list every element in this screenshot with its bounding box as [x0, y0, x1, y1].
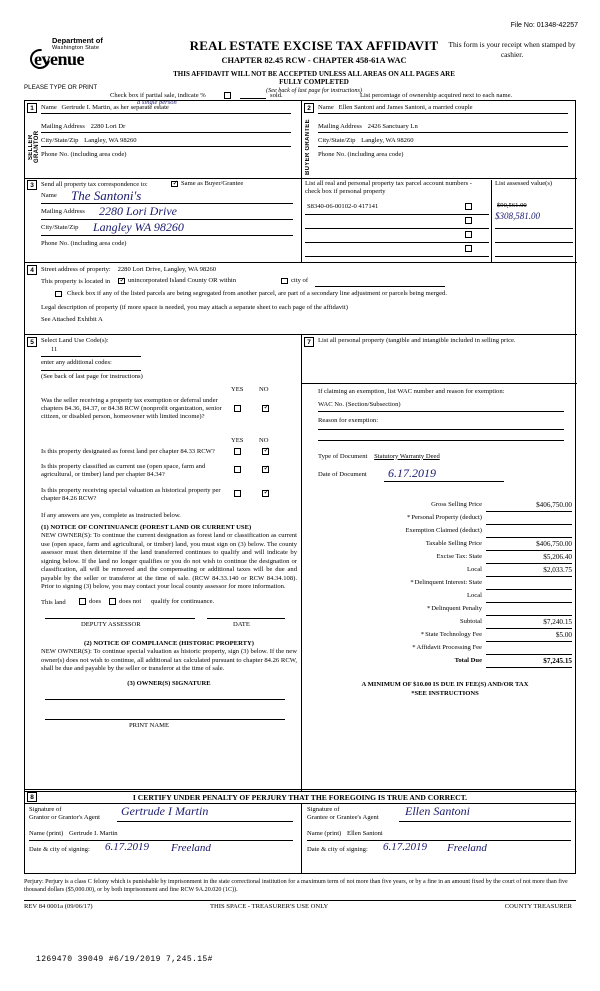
doc-type-row — [318, 452, 572, 470]
assessed-value-heading: List assessed value(s) — [495, 180, 553, 187]
perjury-note: Perjury: Perjury is a class C felony which is punishable by imprisonment in the state correctional institution for a maximum term of not more than five years, or by a fine in an amount fixed by the court of not more than five thousand dollars ($5,000.00), or by both imprisonment and fine RCW 9A.20.020 (1C)). — [24, 879, 568, 894]
deputy-assessor-label: DEPUTY ASSESSOR — [81, 620, 141, 628]
calc-row — [318, 618, 572, 631]
corr-name-label: Name — [41, 192, 57, 199]
section-number-5: 5 — [27, 337, 37, 347]
parcel-personal-checkbox[interactable] — [465, 203, 472, 210]
legal-desc-label: Legal description of property (if more space is needed, you may attach a separate sheet to each page of the affidavit) — [41, 304, 348, 311]
divider-landuse-calc — [301, 334, 302, 791]
notice-2-title: (2) NOTICE OF COMPLIANCE (HISTORIC PROPERTY) — [84, 639, 254, 647]
partial-sale-checkbox[interactable] — [224, 92, 231, 99]
partial-sale-pct-input[interactable] — [240, 92, 266, 99]
wac-label: WAC No. (Section/Subsection) — [318, 400, 401, 408]
section-number-4: 4 — [27, 265, 37, 275]
grantee-name-label: Name (print) — [307, 830, 342, 837]
receipt-stamp: 1269470 39049 #6/19/2019 7,245.15# — [36, 955, 213, 964]
located-row — [41, 277, 575, 290]
calc-row — [318, 566, 572, 579]
located-unincorporated: unincorporated Island County OR within — [128, 277, 237, 284]
seller-block — [41, 99, 297, 164]
yes-header-2: YES — [231, 437, 244, 444]
corr-citystate-value: Langley WA 98260 — [93, 220, 184, 234]
grantor-city-value: Freeland — [171, 842, 211, 854]
this-land-prefix: This land — [41, 598, 66, 606]
buyer-citystate-row — [318, 136, 574, 150]
calc-label: *State Technology Fee — [420, 631, 482, 638]
tax-calculation-block — [318, 501, 572, 670]
seller-citystate-value: Langley, WA 98260 — [84, 137, 137, 144]
question-3-text: Is this property classified as current use (open space, farm and agricultural, or timber) land per chapter 84.34? — [41, 463, 206, 478]
seller-name-value: Gertrude I. Martin, as her separate estate — [61, 104, 169, 111]
notice-1-title: (1) NOTICE OF CONTINUANCE (FOREST LAND OR CURRENT USE) — [41, 524, 252, 531]
dept-label: Department of — [52, 36, 103, 45]
seller-name-row — [41, 99, 297, 122]
question-3 — [41, 463, 297, 485]
calc-label: Gross Selling Price — [431, 501, 482, 508]
qualify-continuance-label: qualify for continuance. — [151, 597, 215, 605]
grantor-signature-row[interactable] — [29, 805, 297, 829]
q4-yes-checkbox[interactable] — [234, 490, 241, 497]
page-subtitle: CHAPTER 82.45 RCW - CHAPTER 458-61A WAC — [221, 56, 407, 65]
calc-label: Excise Tax: State — [436, 553, 482, 560]
calc-row — [318, 540, 572, 553]
parcels-heading: List all real and personal property tax parcel account numbers - check box if personal property — [305, 180, 472, 195]
print-name-label: PRINT NAME — [129, 721, 169, 729]
grantee-name-value: Ellen Santoni — [347, 830, 383, 837]
doc-type-value: Statutory Warranty Deed — [374, 452, 440, 460]
reason-row — [318, 416, 572, 434]
see-instructions-text: *SEE INSTRUCTIONS — [411, 690, 479, 697]
grantee-sig-label: Signature of — [307, 806, 340, 813]
question-2-text: Is this property designated as forest land per chapter 84.33 RCW? — [41, 448, 215, 455]
county-treasurer-label: COUNTY TREASURER — [504, 903, 572, 910]
does-not-label: does not — [119, 597, 142, 605]
question-4 — [41, 487, 297, 509]
buyer-mailing-label: Mailing Address — [318, 123, 362, 130]
grantee-printname-row — [307, 829, 573, 842]
if-any-yes-text: If any answers are yes, complete as instructed below. — [41, 512, 181, 519]
grantor-printname-row — [29, 829, 297, 842]
certify-heading: I CERTIFY UNDER PENALTY OF PERJURY THAT THE FOREGOING IS TRUE AND CORRECT. — [132, 793, 468, 802]
same-as-buyer-checkbox[interactable] — [171, 181, 178, 188]
divider-row2 — [25, 262, 577, 263]
buyer-name-value: Ellen Santoni and James Santoni, a married couple — [338, 104, 473, 111]
located-prefix: This property is located in — [41, 278, 111, 285]
calc-label: Subtotal — [460, 618, 482, 625]
calc-label: Local — [466, 566, 482, 573]
section-number-2: 2 — [304, 103, 314, 113]
segregated-checkbox[interactable] — [55, 291, 62, 298]
seller-name-handwritten: a single person — [137, 99, 177, 106]
wac-row — [318, 400, 572, 416]
street-address-value: 2280 Lori Drive, Langley, WA 98260 — [117, 266, 217, 273]
grantee-date-value: 6.17.2019 — [383, 841, 427, 853]
corr-phone-label: Phone No. (including area code) — [41, 240, 127, 247]
parcel-rows — [305, 202, 575, 258]
doc-type-label: Type of Document — [318, 452, 368, 460]
grantee-city-value: Freeland — [447, 842, 487, 854]
section-number-3: 3 — [27, 180, 37, 190]
grantor-cert-block — [29, 805, 297, 860]
divider-grantor-grantee — [301, 803, 302, 873]
calc-row — [318, 527, 572, 540]
buyer-name-label: Name — [318, 104, 334, 111]
seller-mailing-row — [41, 122, 297, 136]
q3-no-checkbox[interactable] — [262, 466, 269, 473]
calc-row — [318, 631, 572, 644]
legal-desc-row — [41, 303, 575, 315]
question-2 — [41, 448, 297, 461]
file-number: File No: 01348-42257 — [510, 22, 578, 29]
reason-label: Reason for exemption: — [318, 416, 379, 424]
grantor-date-row — [29, 842, 297, 860]
q2-yes-checkbox[interactable] — [234, 448, 241, 455]
owner-signature-row[interactable] — [41, 689, 297, 711]
land-use-see-back: (See back of last page for instructions) — [41, 373, 143, 380]
document-header — [24, 36, 576, 94]
calc-value: $406,750.00 — [536, 540, 572, 548]
question-4-text: Is this property receiving special valuation as historical property per chapter 84.26 RCW? — [41, 487, 221, 502]
same-as-buyer-label: Same as Buyer/Grantee — [181, 180, 244, 187]
calc-label: Total Due — [454, 657, 482, 664]
buyer-mailing-row — [318, 122, 574, 136]
does-not-qualify-checkbox[interactable] — [109, 598, 116, 605]
parcels-block — [305, 180, 575, 258]
minimum-due-note — [318, 681, 572, 697]
does-label: does — [89, 597, 102, 605]
footer-row — [24, 900, 576, 914]
calc-value: $7,245.15 — [543, 657, 572, 665]
owner-signature-label: (3) OWNER(S) SIGNATURE — [127, 679, 211, 687]
city-checkbox[interactable] — [281, 278, 288, 285]
legal-desc-value: See Attached Exhibit A — [41, 316, 103, 323]
seller-mailing-label: Mailing Address — [41, 123, 85, 130]
land-use-block — [41, 337, 297, 733]
calc-row — [318, 657, 572, 670]
divider-personal-exempt — [301, 383, 577, 384]
receipt-note: This form is your receipt when stamped by cashier. — [448, 40, 576, 59]
treasurer-space-label: THIS SPACE - TREASURER'S USE ONLY — [210, 903, 329, 910]
certification-box — [24, 790, 576, 874]
q3-yes-checkbox[interactable] — [234, 466, 241, 473]
q2-no-checkbox[interactable] — [262, 448, 269, 455]
doc-date-value: 6.17.2019 — [388, 465, 436, 480]
parcel-row — [305, 216, 575, 230]
street-address-label: Street address of property: — [41, 266, 111, 273]
buyer-phone-label: Phone No. (including area code) — [318, 151, 404, 158]
calc-label: Exemption Claimed (deduct) — [405, 527, 482, 534]
form-frame — [24, 100, 576, 790]
grantor-name-label: Name (print) — [29, 830, 64, 837]
calc-label: Local — [466, 592, 482, 599]
question-1-text: Was the seller receiving a property tax exemption or deferral under chapters 84.36, 84.37, or 84.38 RCW (nonprofit organization, senior citizen, or disabled person, homeowner with limited income)? — [41, 397, 222, 421]
calc-value: $2,033.75 — [543, 566, 572, 574]
grantor-signature-value: Gertrude I Martin — [121, 804, 209, 818]
calc-value: $5.00 — [555, 631, 572, 639]
reason-row-2 — [318, 434, 572, 452]
grantee-signature-row[interactable] — [307, 805, 573, 829]
calc-value: $406,750.00 — [536, 501, 572, 509]
parcel-personal-checkbox[interactable] — [465, 245, 472, 252]
calc-value: $5,206.40 — [543, 553, 572, 561]
agency-logo — [30, 36, 150, 70]
assessor-date-label: DATE — [233, 620, 250, 628]
ownership-pct-text: List percentage of ownership acquired next to each name. — [360, 92, 513, 99]
title-block — [164, 38, 464, 94]
buyer-mailing-value: 2426 Sanctuary Ln — [367, 123, 418, 130]
page-title: REAL ESTATE EXCISE TAX AFFIDAVIT — [189, 38, 439, 53]
grantor-date-value: 6.17.2019 — [105, 841, 149, 853]
personal-property-heading: List all personal property (tangible and intangible included in selling price. — [318, 337, 516, 344]
grantee-date-label: Date & city of signing: — [307, 846, 368, 853]
sold-label: sold. — [270, 92, 283, 99]
doc-date-label: Date of Document — [318, 470, 367, 478]
grantor-name-value: Gertrude I. Martin — [69, 830, 118, 837]
exemption-claim-text: If claiming an exemption, list WAC number and reason for exemption: — [318, 388, 505, 395]
calc-row — [318, 644, 572, 657]
segregated-text: Check box if any of the listed parcels are being segregated from another parcel, are part of a secondary line adjustment or parcels being merged. — [67, 290, 447, 297]
land-use-select-label: Select Land Use Code(s): — [41, 337, 109, 344]
buyer-phone-row — [318, 150, 574, 164]
buyer-grantee-side-label: BUYER GRANTEE — [305, 119, 311, 175]
corr-mailing-label: Mailing Address — [41, 208, 85, 215]
calc-row — [318, 501, 572, 514]
parcel-personal-checkbox[interactable] — [465, 217, 472, 224]
located-city-label: city of — [291, 277, 309, 284]
owner-printname-row[interactable] — [41, 711, 297, 733]
seller-grantor-side-label: SELLER GRANTOR — [28, 130, 40, 164]
calc-label: *Affidavit Processing Fee — [412, 644, 482, 651]
assessed-value-handwritten: $308,581.00 — [495, 211, 540, 221]
section-number-7: 7 — [304, 337, 314, 347]
grantor-date-label: Date & city of signing: — [29, 846, 90, 853]
tax-correspondence-block — [41, 180, 299, 251]
corr-citystate-row — [41, 220, 299, 239]
does-qualify-checkbox[interactable] — [79, 598, 86, 605]
q1-yes-checkbox[interactable] — [234, 405, 241, 412]
legal-desc-value-row — [41, 315, 575, 327]
corr-phone-row — [41, 239, 299, 251]
grantee-cert-block — [307, 805, 573, 860]
calc-label: *Delinquent Interest: State — [410, 579, 482, 586]
land-use-code-value: 11 — [51, 346, 58, 353]
calc-row — [318, 592, 572, 605]
buyer-block — [318, 103, 574, 164]
minimum-due-text: A MINIMUM OF $10.00 IS DUE IN FEE(S) AND/OR TAX — [361, 681, 529, 688]
property-block — [41, 265, 575, 327]
parcel-personal-checkbox[interactable] — [465, 231, 472, 238]
grantee-signature-value: Ellen Santoni — [405, 804, 470, 818]
calc-row — [318, 579, 572, 592]
personal-property-block — [318, 337, 572, 346]
seller-citystate-label: City/State/Zip — [41, 137, 79, 144]
title-note-2: (See back of last page for instructions) — [266, 87, 362, 94]
divider-seller-buyer — [301, 101, 302, 178]
calc-row — [318, 514, 572, 527]
buyer-citystate-value: Langley, WA 98260 — [361, 137, 414, 144]
parcel-number: S8340-06-00102-0 417141 — [307, 203, 379, 210]
buyer-citystate-label: City/State/Zip — [318, 137, 356, 144]
grantee-sig-label-2: Grantee or Grantee's Agent — [307, 814, 379, 821]
section-number-1: 1 — [27, 103, 37, 113]
notice-2-body: NEW OWNER(S): To continue special valuation as historic property, sign (3) below. If the new owner(s) does not wish to continue, all additional tax calculated pursuant to chapter 84.26 RCW, shall be due and payable by the seller or transferor at the time of sale. — [41, 647, 297, 673]
seller-phone-label: Phone No. (including area code) — [41, 151, 127, 158]
assessor-sign-row[interactable] — [41, 618, 297, 638]
q4-no-checkbox[interactable] — [262, 490, 269, 497]
type-or-print-label: PLEASE TYPE OR PRINT — [24, 84, 98, 91]
seller-name-label: Name — [41, 104, 57, 111]
unincorporated-checkbox[interactable] — [118, 278, 125, 285]
title-note: THIS AFFIDAVIT WILL NOT BE ACCEPTED UNLESS ALL AREAS ON ALL PAGES ARE FULLY COMPLETED — [173, 70, 455, 86]
calc-row — [318, 553, 572, 566]
land-use-additional-label: enter any additional codes: — [41, 359, 112, 366]
parcel-row — [305, 244, 575, 258]
assessed-value-strike: $90,561.00 — [497, 202, 527, 209]
rev-number: REV 84 0001a (09/06/17) — [24, 903, 93, 910]
q1-no-checkbox[interactable] — [262, 405, 269, 412]
segregated-row — [41, 290, 575, 303]
calc-label: *Personal Property (deduct) — [407, 514, 482, 521]
grantee-date-row — [307, 842, 573, 860]
seller-mailing-value: 2280 Lori Dr — [90, 123, 126, 130]
grantor-sig-label: Signature of — [29, 806, 62, 813]
question-1 — [41, 397, 297, 435]
divider-corr-parcels — [301, 178, 302, 262]
calc-label: Taxable Selling Price — [425, 540, 482, 547]
calc-row — [318, 605, 572, 618]
no-header-1: NO — [259, 386, 269, 393]
grantor-sig-label-2: Grantor or Grantor's Agent — [29, 814, 100, 821]
seller-citystate-row — [41, 136, 297, 150]
calc-value: $7,240.15 — [543, 618, 572, 626]
corr-name-value: The Santoni's — [71, 188, 142, 203]
no-header-2: NO — [259, 437, 269, 444]
state-label: Washington State — [52, 45, 100, 51]
section-number-8: 8 — [27, 792, 37, 802]
buyer-name-row — [318, 103, 574, 122]
partial-sale-text: Check box if partial sale, indicate % — [110, 92, 206, 99]
parcel-row — [305, 202, 575, 221]
parcel-row — [305, 230, 575, 244]
notice-1-body: NEW OWNER(S): To continue the current designation as forest land or classification as current use (open space, farm and agricultural, or timber) land, you must sign on (3) below. The county assessor must then determine if the land transferred continues to qualify and will indicate by signing below. If the land no longer qualifies or you do not wish to continue the designation or classification, all will be removed and the compensating or additional taxes will be due and payable by the seller or transferor at the time of sale. (RCW 84.33.140 or RCW 84.34.108). Prior to signing (3) below, you may contact your local county assessor for more information. — [41, 532, 297, 591]
corr-mailing-value: 2280 Lori Drive — [99, 204, 177, 218]
calc-label: *Delinquent Penalty — [426, 605, 482, 612]
corr-citystate-label: City/State/Zip — [41, 224, 79, 231]
continuance-row — [41, 598, 297, 614]
seller-phone-row — [41, 150, 297, 164]
tax-corr-heading: Send all property tax correspondence to: — [41, 181, 148, 188]
doc-date-row — [318, 465, 572, 490]
exemption-block — [318, 388, 572, 490]
yes-header-1: YES — [231, 386, 244, 393]
revenue-wordmark: evenue — [34, 49, 84, 69]
